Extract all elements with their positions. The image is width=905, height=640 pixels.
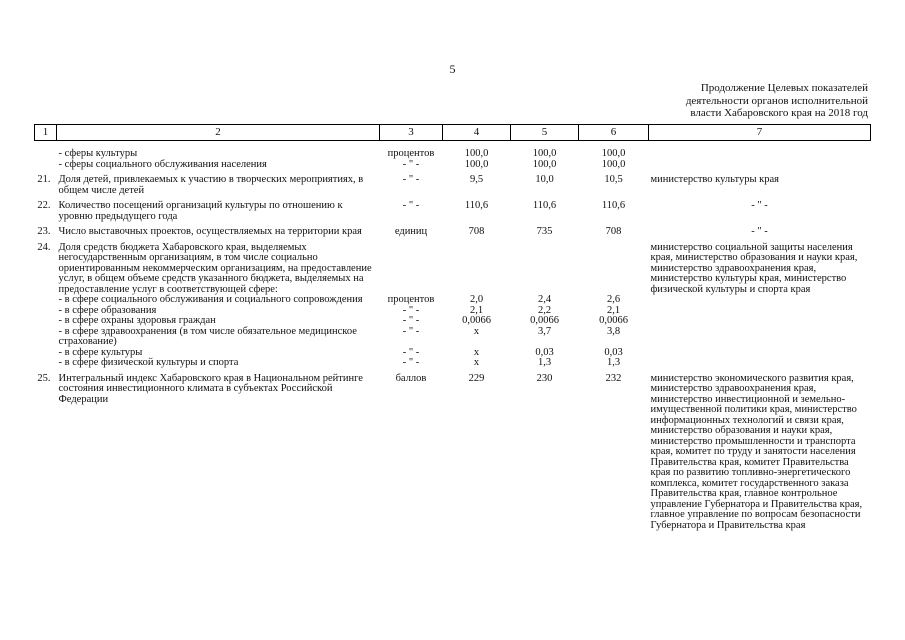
- table-row: [35, 358, 871, 369]
- indicator-name: Количество посещений организаций культуры по отношению к уровню предыдущего года: [58, 200, 343, 222]
- value-col-5: 3,7: [537, 325, 552, 337]
- continuation-line-3: власти Хабаровского края на 2018 год: [690, 107, 868, 119]
- row-number: [35, 358, 57, 369]
- value-col-5: 735: [536, 226, 553, 237]
- value-col-6: 2,1: [606, 304, 621, 316]
- indicator-name: - в сфере охраны здоровья граждан: [58, 315, 216, 326]
- responsible-body: [649, 306, 871, 317]
- indicator-name: Доля средств бюджета Хабаровского края, выделяемых негосударственным организациям, в том числе социально ориентированным некоммерческим организациям, на предоставление услуг, в общем объеме средств указанного бюджета, выделяемых на предоставление услуг в соответствующей сфере:: [58, 241, 372, 295]
- continuation-line-1: Продолжение Целевых показателей: [700, 82, 868, 94]
- table-row: [35, 170, 871, 196]
- value-col-6: 110,6: [601, 200, 626, 211]
- value-col-5: 2,2: [537, 304, 552, 316]
- responsible-body: - " -: [751, 200, 768, 211]
- row-number: [35, 141, 57, 160]
- responsible-body: [649, 160, 871, 171]
- row-number: [35, 295, 57, 306]
- value-col-5: 0,03: [535, 346, 554, 358]
- responsible-body: министерство социальной защиты населения края, министерство образования и науки края, министерство здравоохранения края, министерство культуры края, министерство физической культуры и спорта края: [650, 241, 858, 295]
- responsible-body: [649, 141, 871, 160]
- value-col-5: 100,0: [532, 148, 557, 159]
- value-col-6: [579, 238, 649, 296]
- row-number: [35, 306, 57, 317]
- value-col-4: 708: [468, 226, 485, 237]
- continuation-header: [620, 82, 868, 120]
- column-number: 3: [380, 125, 443, 141]
- indicator-name: - в сфере культуры: [58, 346, 143, 358]
- value-col-6: 10,5: [604, 174, 623, 185]
- indicator-name: Интегральный индекс Хабаровского края в Национальном рейтинге состояния инвестиционного климата в субъектах Российской Федерации: [58, 372, 363, 405]
- row-number: [35, 327, 57, 348]
- unit: - " -: [402, 158, 420, 170]
- row-number: 23.: [37, 226, 51, 237]
- value-col-4: х: [473, 325, 480, 337]
- value-col-5: 110,6: [532, 200, 557, 211]
- value-col-6: 3,8: [606, 325, 621, 337]
- value-col-6: 232: [605, 372, 622, 384]
- value-col-4: 110,6: [464, 200, 489, 211]
- value-col-6: 2,6: [606, 294, 621, 305]
- value-col-5: 230: [536, 372, 553, 384]
- table-row: [35, 222, 871, 238]
- column-number: 7: [649, 125, 871, 141]
- value-col-6: 1,3: [606, 357, 621, 368]
- responsible-body: - " -: [751, 226, 768, 237]
- unit: баллов: [395, 372, 427, 384]
- row-number: [35, 348, 57, 359]
- unit: - " -: [402, 174, 420, 185]
- table-row: [35, 369, 871, 532]
- indicator-name: Доля детей, привлекаемых к участию в творческих мероприятиях, в общем числе детей: [58, 174, 364, 196]
- column-number: 6: [579, 125, 649, 141]
- row-number: 22.: [37, 200, 51, 211]
- column-number-row: [35, 125, 871, 141]
- responsible-body: [649, 316, 871, 327]
- value-col-5: 10,0: [535, 174, 554, 185]
- row-number: 25.: [37, 372, 51, 384]
- responsible-body: [649, 348, 871, 359]
- value-col-4: 100,0: [464, 158, 489, 170]
- indicator-name: - в сфере физической культуры и спорта: [58, 357, 239, 368]
- responsible-body: [649, 358, 871, 369]
- indicator-name: - сферы культуры: [58, 148, 138, 159]
- table-row: [35, 160, 871, 171]
- indicator-name: Число выставочных проектов, осуществляемых на территории края: [58, 226, 362, 237]
- value-col-4: х: [473, 357, 480, 368]
- value-col-4: 229: [468, 372, 485, 384]
- column-number: 5: [511, 125, 579, 141]
- indicator-name: - в сфере социального обслуживания и социального сопровождения: [58, 294, 363, 305]
- value-col-4: х: [473, 346, 480, 358]
- value-col-5: 100,0: [532, 158, 557, 170]
- value-col-4: 100,0: [464, 148, 489, 159]
- indicators-table: [34, 124, 871, 531]
- unit: - " -: [402, 200, 420, 211]
- value-col-4: 9,5: [469, 174, 484, 185]
- indicator-name: - в сфере образования: [58, 304, 157, 316]
- table-row: [35, 316, 871, 327]
- column-number: 4: [443, 125, 511, 141]
- unit: - " -: [402, 346, 420, 358]
- continuation-line-2: деятельности органов исполнительной: [685, 94, 868, 107]
- table-row: [35, 238, 871, 296]
- responsible-body: [649, 295, 871, 306]
- column-number: 1: [35, 125, 57, 141]
- table-row: [35, 141, 871, 160]
- table-row: [35, 295, 871, 306]
- unit: процентов: [387, 294, 435, 305]
- value-col-4: 2,1: [469, 304, 484, 316]
- value-col-5: 2,4: [537, 294, 552, 305]
- unit: процентов: [387, 148, 435, 159]
- value-col-6: 100,0: [601, 148, 626, 159]
- unit: - " -: [402, 325, 420, 337]
- value-col-5: 1,3: [537, 357, 552, 368]
- row-number: 21.: [37, 174, 51, 185]
- row-number: [35, 316, 57, 327]
- unit: единиц: [394, 226, 428, 237]
- indicator-name: - в сфере здравоохранения (в том числе обязательное медицинское страхование): [58, 325, 357, 347]
- responsible-body: [649, 327, 871, 348]
- unit: - " -: [402, 357, 420, 368]
- table-row: [35, 196, 871, 222]
- page-number: 5: [449, 62, 456, 76]
- row-number: 24.: [37, 241, 51, 253]
- unit: - " -: [402, 315, 420, 326]
- column-number: 2: [57, 125, 380, 141]
- value-col-6: 0,03: [604, 346, 623, 358]
- value-col-6: 708: [605, 226, 622, 237]
- row-number: [35, 160, 57, 171]
- value-col-6: 0,0066: [599, 315, 628, 326]
- value-col-5: 0,0066: [530, 315, 559, 326]
- value-col-5: [511, 238, 579, 296]
- responsible-body: министерство культуры края: [650, 174, 780, 185]
- unit: [380, 238, 443, 296]
- value-col-4: 2,0: [469, 294, 484, 305]
- responsible-body: министерство экономического развития края, министерство здравоохранения края, министерство инвестиционной и земельно-имущественной политики края, министерство информационных технологий и связи края, министерство образования и науки края, министерство промышленности и транспорта края, комитет по труду и занятости населения Правительства края, комитет Правительства края по развитию топливно-энергетического комплекса, комитет государственного заказа Правительства края, главное контрольное управление Губернатора и Правительства края, главное управление по вопросам безопасности Губернатора и Правительства края: [650, 372, 863, 531]
- table-row: [35, 327, 871, 348]
- value-col-6: 100,0: [601, 158, 626, 170]
- value-col-4: 0,0066: [462, 315, 491, 326]
- unit: - " -: [402, 304, 420, 316]
- indicator-name: - сферы социального обслуживания населения: [58, 158, 267, 170]
- value-col-4: [443, 238, 511, 296]
